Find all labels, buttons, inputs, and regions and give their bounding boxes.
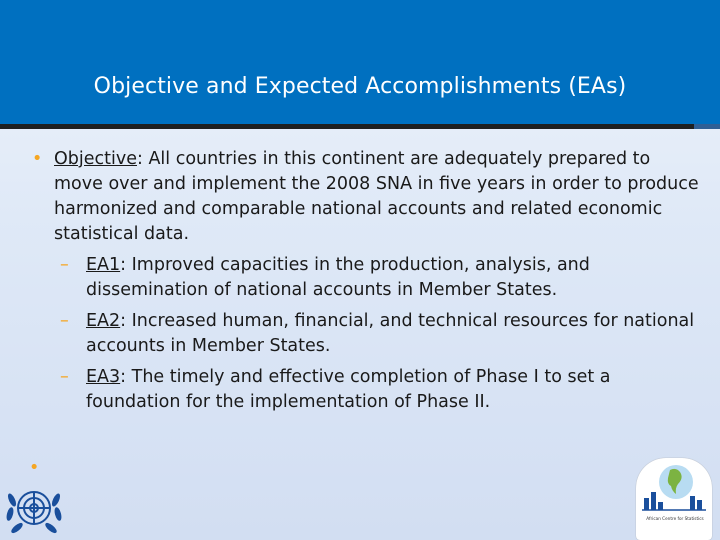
objective-text: : All countries in this continent are adequately prepared to move over and implement the 2008 SNA in five years in order to produce harmonized and comparable national accounts and related economic statistical data. [54, 149, 699, 244]
acs-logo-graphic [636, 458, 712, 514]
acs-logo-text: African Centre for Statistics [646, 516, 704, 521]
objective-bullet [32, 147, 704, 247]
objective-label: Objective [54, 149, 137, 169]
dash-icon: – [60, 311, 69, 331]
dash-icon: – [60, 367, 69, 387]
ea-label: EA3 [86, 367, 121, 387]
un-emblem-icon [2, 478, 66, 540]
body-content [32, 147, 704, 415]
ea-item [32, 309, 704, 359]
title-divider [0, 124, 720, 129]
ea-label: EA1 [86, 255, 121, 275]
dash-icon: – [60, 255, 69, 275]
ea-item [32, 365, 704, 415]
title-divider-accent [694, 124, 720, 129]
title-bar [0, 0, 720, 124]
ea-text: : Increased human, financial, and technical resources for national accounts in Member States. [86, 311, 695, 356]
ea-text: : Improved capacities in the production, analysis, and dissemination of national accounts in Member States. [86, 255, 590, 300]
empty-bullet-icon: • [29, 458, 40, 478]
ea-item [32, 253, 704, 303]
ea-text: : The timely and effective completion of Phase I to set a foundation for the implementation of Phase II. [86, 367, 611, 412]
bullet-icon: • [32, 149, 43, 169]
slide-title: Objective and Expected Accomplishments (EAs) [93, 74, 627, 99]
acs-logo-icon [636, 458, 712, 540]
ea-label: EA2 [86, 311, 121, 331]
